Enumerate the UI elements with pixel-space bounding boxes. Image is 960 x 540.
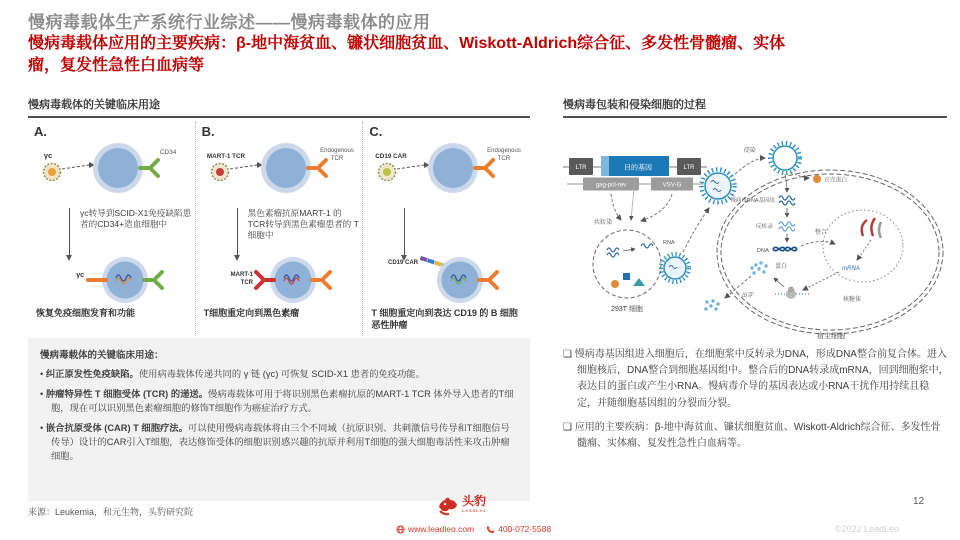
right-bullet: ❑ 慢病毒基因组进入细胞后，在细胞浆中反转录为DNA，形成DNA整合前复合体。进入细胞核后，DNA整合到细胞基因组中。整合后的DNA转录成mRNA，回到细胞浆中，表达目的蛋白或产生小RNA。慢病毒介导的基因表达或小RNA干扰作用持续且稳定，并随细胞基因组的分裂而分裂。 bbox=[563, 349, 949, 409]
down-arrow bbox=[69, 208, 70, 258]
copyright: ©2022 LeadLeo bbox=[835, 524, 900, 534]
receptor-label: Endogenous bbox=[487, 148, 522, 154]
leadleo-logo-icon bbox=[437, 495, 459, 517]
right-bullet: ❑ 应用的主要疾病：β-地中海贫血、镰状细胞贫血、Wiskott-Aldrich综合征、多发性骨髓瘤、实体瘤、复发性急性白血病等。 bbox=[563, 421, 941, 449]
host-cell-label: 宿主细胞 bbox=[817, 333, 845, 340]
right-section-title: 慢病毒包装和侵染细胞的过程 bbox=[563, 96, 947, 118]
released-protein-cluster-icon bbox=[704, 299, 719, 310]
transduction-arrow bbox=[397, 165, 424, 169]
bullet-marker: • bbox=[40, 388, 44, 399]
panel-c-bottom-diagram bbox=[363, 252, 530, 310]
bottom-label: γc bbox=[76, 272, 84, 279]
down-arrow bbox=[237, 208, 238, 258]
release-arrow bbox=[683, 208, 709, 252]
panel-a-bottom-diagram bbox=[28, 252, 195, 310]
bullet-marker: ❑ bbox=[563, 349, 572, 360]
virus-core-icon bbox=[48, 168, 56, 176]
integration-label: 整合 bbox=[814, 230, 828, 236]
panel-letter: A. bbox=[34, 124, 47, 139]
antibody-icon bbox=[140, 160, 158, 176]
bullet-marker: • bbox=[40, 369, 44, 379]
nucleus bbox=[823, 210, 903, 282]
budding-label: 出芽 bbox=[741, 293, 753, 299]
receptor-label-2: TCR bbox=[330, 156, 343, 162]
svg-text:目的基因: 目的基因 bbox=[624, 164, 652, 172]
transduction-arrow bbox=[62, 165, 89, 169]
panel-c-top-diagram bbox=[363, 136, 530, 206]
panel-caption: T 细胞重定向到表达 CD19 的 B 细胞恶性肿瘤 bbox=[371, 308, 518, 330]
virus-label: CD19 CAR bbox=[375, 153, 408, 160]
transfer-plasmid bbox=[563, 156, 707, 176]
page-subtitle: 慢病毒载体应用的主要疾病：β-地中海贫血、镰状细胞贫血、Wiskott-Aldrich综合征、多发性骨髓瘤、实体瘤，复发性急性白血病等 bbox=[28, 35, 786, 74]
infect-arrow bbox=[735, 158, 765, 174]
receptor-label: Endogenous bbox=[319, 148, 354, 154]
protein-dot-icon bbox=[611, 280, 619, 288]
bottom-label: MART-1 bbox=[230, 272, 253, 278]
protein-square-icon bbox=[623, 273, 630, 280]
cell-icon bbox=[98, 148, 138, 188]
mrna-label: mRNA bbox=[842, 266, 860, 272]
virus-label: MART-1 TCR bbox=[206, 153, 245, 160]
cotransfect-arrow bbox=[611, 194, 621, 220]
bullet-marker: • bbox=[40, 422, 44, 433]
cotransfect-arrow bbox=[641, 194, 672, 221]
ribosome-label: 核糖体 bbox=[843, 297, 862, 303]
bottom-label: CD19 CAR bbox=[388, 260, 419, 266]
globe-icon bbox=[396, 525, 405, 534]
virus-core-icon bbox=[383, 168, 391, 176]
protein-cluster-icon bbox=[750, 261, 767, 274]
panel-c bbox=[362, 122, 530, 336]
rna-label: RNA bbox=[663, 240, 675, 246]
cotransfect-label: 共转染 bbox=[593, 219, 613, 226]
website-link[interactable]: www.leadleo.com bbox=[408, 524, 475, 534]
antibody-icon bbox=[475, 160, 493, 176]
transduction-arrow bbox=[230, 165, 257, 169]
page-title: 慢病毒载体生产系统行业综述——慢病毒载体的应用 bbox=[28, 13, 431, 32]
capsid-icon bbox=[813, 175, 821, 183]
phone-icon bbox=[486, 525, 495, 534]
contact-line bbox=[396, 524, 551, 534]
panel-caption: T细胞重定向到黑色素瘤 bbox=[203, 308, 300, 318]
panel-a-top-diagram bbox=[28, 136, 195, 206]
receptor-label: CD34 bbox=[159, 149, 177, 156]
rna-icon bbox=[641, 244, 653, 248]
panel-letter: C. bbox=[369, 124, 383, 139]
svg-text:LTR: LTR bbox=[575, 165, 587, 171]
step-text: γc转导到SCID-X1免疫缺陷患者的CD34+造血细胞中 bbox=[80, 208, 192, 230]
rna-icon bbox=[607, 248, 619, 252]
svg-text:gag-pol-rev: gag-pol-rev bbox=[595, 182, 627, 189]
panel-a bbox=[28, 122, 195, 336]
cell-icon bbox=[266, 148, 306, 188]
clinical-use-panels bbox=[28, 122, 530, 336]
virus-core-icon bbox=[216, 168, 224, 176]
summary-bullet: • 肿瘤特异性 T 细胞受体 (TCR) 的递送。慢病毒载体可用于将识别黑色素瘤抗原的MART-1 TCR 体外导入患者的T细胞，现在可以识别黑色素瘤细胞的修饰T细胞作为癌症治疗方式。 bbox=[40, 388, 514, 413]
panel-b-top-diagram bbox=[196, 136, 363, 206]
host-cell-membrane bbox=[717, 170, 943, 334]
capsid-label: 衣壳蛋白 bbox=[824, 177, 848, 184]
summary-box-title: 慢病毒载体的关键临床用途： bbox=[40, 350, 164, 361]
left-section-title: 慢病毒载体的关键临床用途 bbox=[28, 96, 530, 118]
cell-293t-label: 293T 细胞 bbox=[611, 306, 643, 313]
step-text: 黑色素瘤抗原MART-1 的 TCR转导到黑色素瘤患者的 T 细胞中 bbox=[247, 208, 359, 241]
dna-helix-icon bbox=[773, 247, 797, 250]
fusing-virus-icon bbox=[770, 143, 800, 173]
protein-triangle-icon bbox=[633, 278, 645, 286]
panel-b bbox=[195, 122, 363, 336]
reverse-transcription-label: 反转录 bbox=[755, 224, 773, 230]
svg-text:LTR: LTR bbox=[683, 165, 695, 171]
chromosome-icon bbox=[862, 218, 881, 238]
svg-text:VSV-G: VSV-G bbox=[662, 181, 682, 189]
logo-text-cn: 头豹 bbox=[462, 494, 487, 508]
leadleo-logo bbox=[437, 495, 487, 517]
bullet-marker: ❑ bbox=[563, 421, 572, 433]
bottom-label-2: TCR bbox=[240, 280, 253, 286]
source-note: 来源：Leukemia，和元生物，头豹研究院 bbox=[28, 507, 194, 517]
reverse-transcript-icon bbox=[779, 222, 795, 231]
packaging-infection-diagram bbox=[563, 118, 947, 342]
right-bullets bbox=[563, 347, 949, 460]
panel-caption: 恢复免疫细胞发育和功能 bbox=[36, 308, 136, 318]
cell-icon bbox=[433, 148, 473, 188]
panel-letter: B. bbox=[201, 124, 215, 139]
protein-label: 蛋白 bbox=[775, 264, 788, 270]
rna-genome-label: 慢病毒RNA基因组 bbox=[730, 198, 775, 204]
clinical-uses-summary-box bbox=[28, 338, 530, 501]
virus-label: γc bbox=[43, 151, 53, 160]
infect-label: 侵染 bbox=[742, 147, 756, 154]
antibody-icon bbox=[308, 160, 326, 176]
down-arrow bbox=[404, 208, 405, 258]
summary-bullet: • 纠正原发性免疫缺陷。使用病毒载体传递共同的 γ 链 (γc) 可恢复 SCID-X1 患者的免疫功能。 bbox=[40, 369, 425, 379]
dna-label: DNA bbox=[756, 248, 769, 254]
panel-b-bottom-diagram bbox=[196, 252, 363, 310]
integration-arrow bbox=[801, 241, 835, 246]
phone-number: 400-072-5588 bbox=[498, 524, 552, 534]
summary-bullet: • 嵌合抗原受体 (CAR) T 细胞疗法。可以使用慢病毒载体将由三个不同域（抗原识别、共刺激信号传导和T细胞信号传导）设计的CAR引入T细胞，表达修饰受体的细胞识别感兴趣的抗原并利用T细胞的强大细胞毒活性来攻击肿瘤细胞。 bbox=[40, 422, 510, 461]
page-number: 12 bbox=[913, 496, 925, 507]
budding-virus-icon bbox=[661, 254, 689, 282]
logo-text-en: LeadLeo bbox=[462, 508, 487, 514]
receptor-label-2: TCR bbox=[498, 156, 511, 162]
viral-rna-icon bbox=[779, 196, 795, 205]
